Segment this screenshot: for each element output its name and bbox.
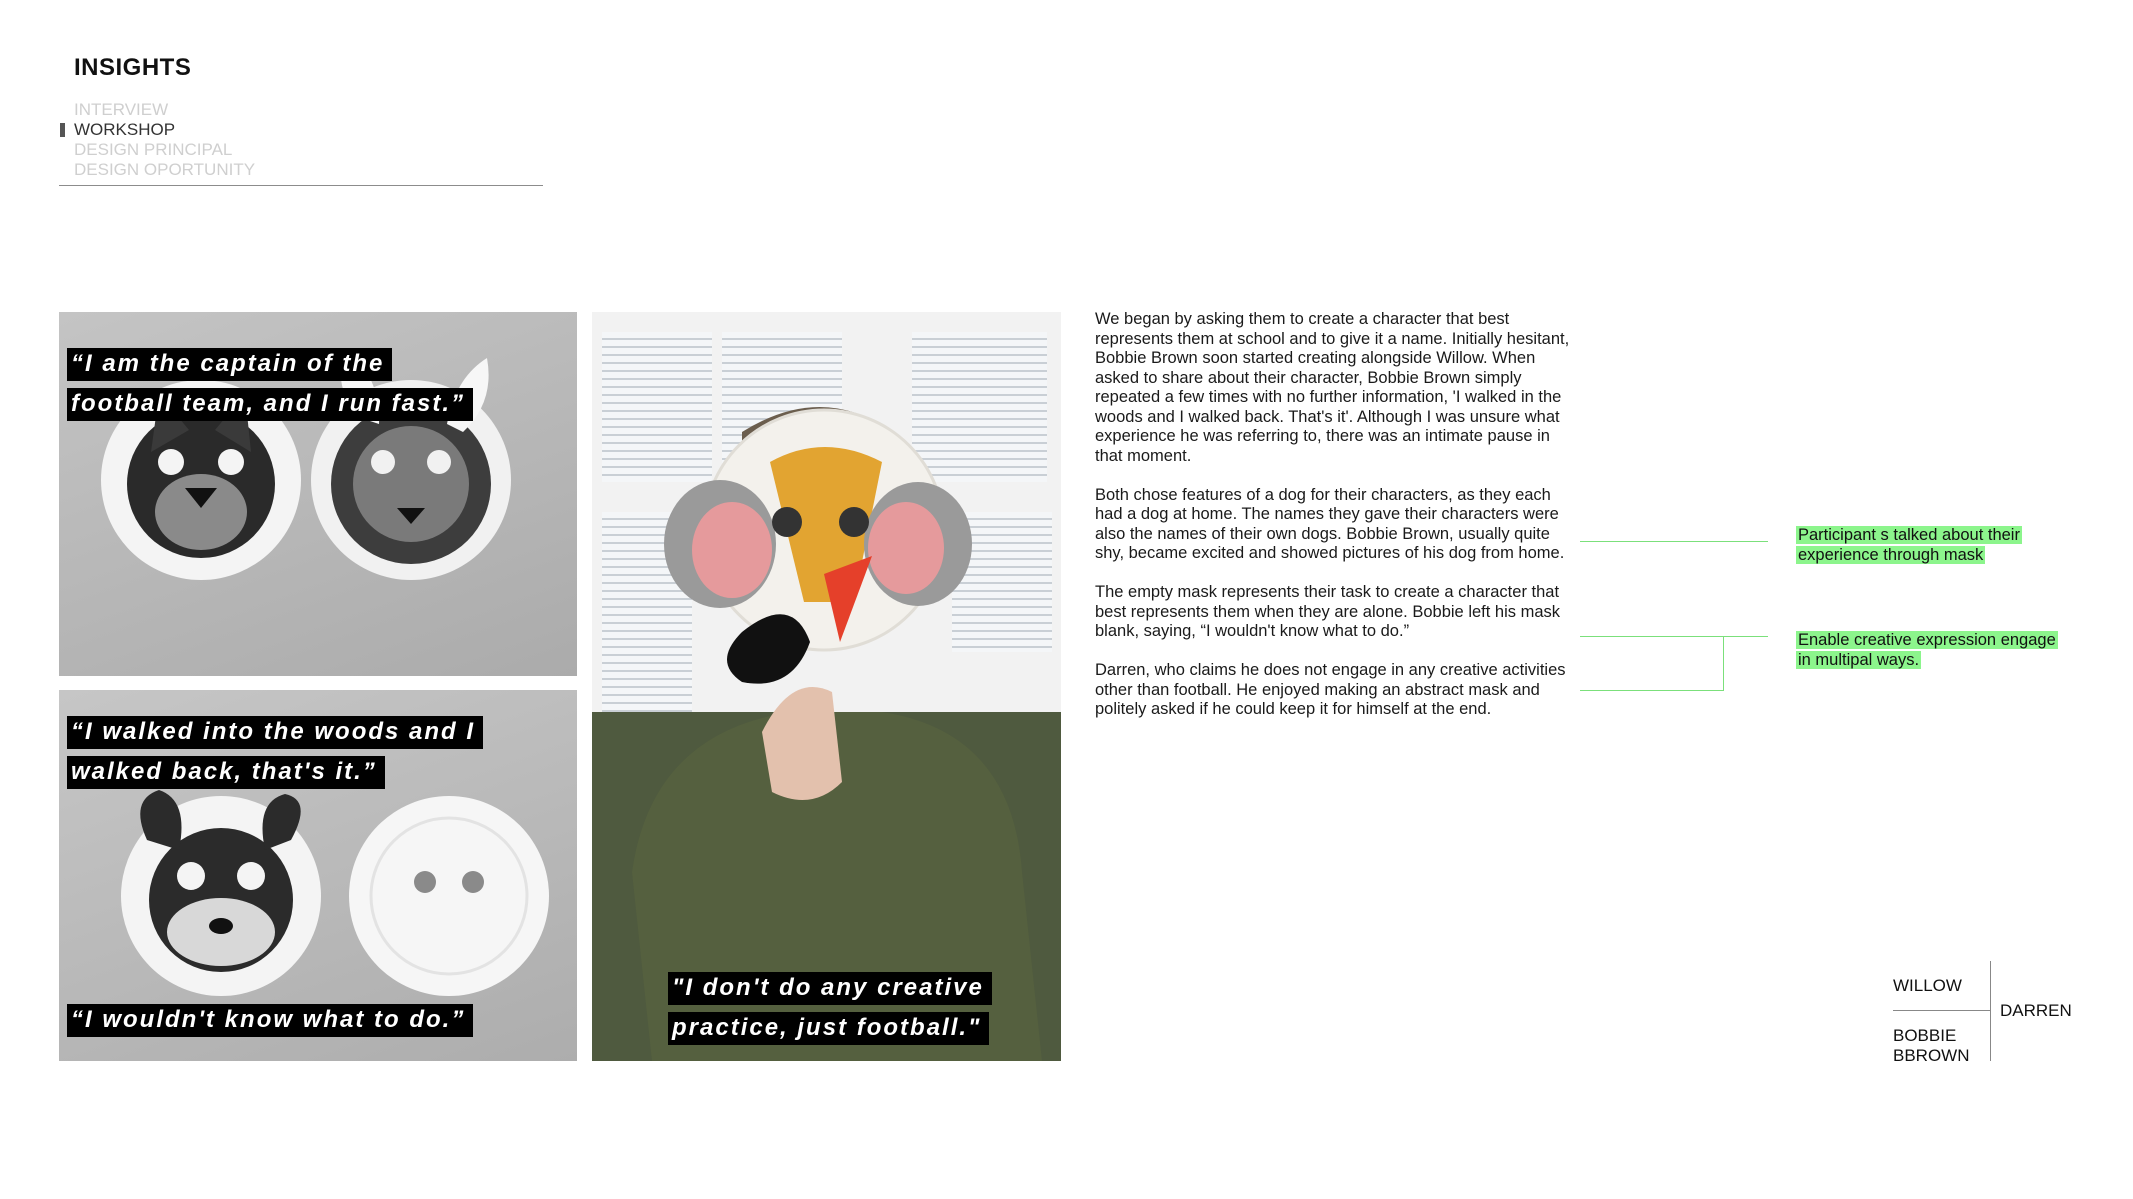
legend-vertical-line	[1990, 961, 1991, 1061]
photo-darren-mask	[592, 312, 1061, 1061]
nav-item-design-principal[interactable]: DESIGN PRINCIPAL	[74, 140, 233, 159]
paragraph-character: We began by asking them to create a character that best represents them at school and to give it a name. Initially hesitant, Bobbie Brown soon started creating alongside Willow. When asked to share about their character, Bobbie Brown simply repeated a few times with no further information, 'I walked in the woods and I walked back. That's it'. Although I was unsure what experience he was referring to, there was an intimate pause in that moment.	[1095, 310, 1570, 465]
connector-2	[1580, 636, 1768, 637]
connector-3	[1580, 690, 1724, 691]
legend-horizontal-line	[1893, 1010, 1990, 1011]
nav-divider	[59, 185, 543, 186]
quote-football-line2: practice, just football."	[668, 1008, 989, 1048]
legend-willow: WILLOW	[1893, 976, 1962, 995]
workshop-narrative	[1095, 310, 1575, 739]
nav-item-workshop[interactable]: WORKSHOP	[74, 120, 544, 140]
person-illustration	[592, 312, 1061, 1061]
quote-woods-line2: walked back, that's it.”	[67, 752, 385, 792]
page-title: INSIGHTS	[74, 54, 192, 81]
legend-bobbie: BOBBIE BBROWN	[1893, 1026, 1970, 1065]
quote-captain-line1: “I am the captain of the	[67, 344, 392, 384]
paragraph-dog-features: Both chose features of a dog for their characters, as they each had a dog at home. The names they gave their characters were also the names of their own dogs. Bobbie Brown, usually quite shy, became excited and showed pictures of his dog from home.	[1095, 485, 1565, 562]
paragraph-darren: Darren, who claims he does not engage in any creative activities other than football. He enjoyed making an abstract mask and politely asked if he could keep it for himself at the end.	[1095, 661, 1566, 718]
section-nav	[74, 100, 544, 180]
nav-item-interview[interactable]: INTERVIEW	[74, 100, 169, 119]
quote-wouldnt-know: “I wouldn't know what to do.”	[67, 1000, 473, 1040]
photo-masks-pair-2	[59, 690, 577, 1061]
photo-masks-pair-1	[59, 312, 577, 676]
quote-football-line1: "I don't do any creative	[668, 968, 992, 1008]
paragraph-empty-mask: The empty mask represents their task to create a character that best represents them when they are alone. Bobbie left his mask blank, saying, “I wouldn't know what to do.”	[1095, 583, 1561, 640]
nav-item-design-opportunity[interactable]: DESIGN OPORTUNITY	[74, 160, 256, 179]
insight-highlight-1: Participant s talked about their experience through mask	[1798, 526, 2020, 564]
connector-1	[1580, 541, 1768, 542]
connector-joint	[1723, 636, 1724, 691]
legend-darren: DARREN	[2000, 1001, 2072, 1020]
quote-woods-line1: “I walked into the woods and I	[67, 712, 483, 752]
quote-captain-line2: football team, and I run fast.”	[67, 384, 473, 424]
insight-highlight-2: Enable creative expression engage in multipal ways.	[1798, 631, 2056, 669]
